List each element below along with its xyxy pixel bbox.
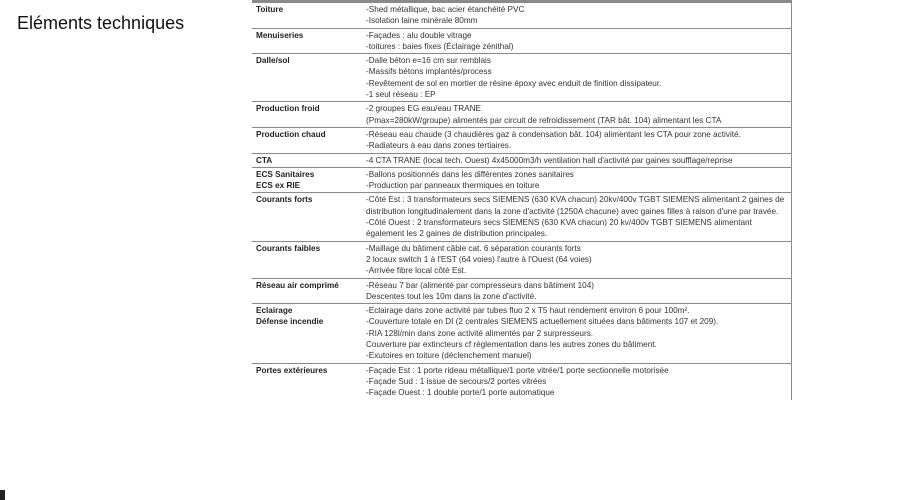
slide-title: Eléments techniques (17, 13, 185, 33)
row-line: -Façade Ouest : 1 double porte/1 porte automatique (366, 388, 555, 398)
row-label-text: Défense incendie (256, 317, 324, 327)
row-line: Descentes tout les 10m dans la zone d'activité. (366, 291, 537, 301)
row-line: -Ballons positionnés dans les différentes zones sanitaires (366, 169, 574, 179)
row-label-text: ECS ex RIE (256, 181, 301, 191)
row-label-text: Production froid (256, 104, 320, 114)
row-line: -Isolation laine minérale 80mm (366, 16, 478, 26)
row-label-text: Dalle/sol (256, 56, 290, 66)
row-label-text: Courants faibles (256, 243, 321, 253)
table-row-production-chaud (252, 128, 791, 154)
table-row-dalle-sol (252, 54, 791, 102)
row-label (252, 155, 366, 166)
row-line: 2 locaux switch 1 à l'EST (64 voies) l'autre à l'Ouest (64 voies) (366, 254, 592, 264)
row-label (252, 365, 366, 399)
row-value (366, 30, 791, 53)
row-value (366, 243, 791, 277)
row-label (252, 103, 366, 126)
row-label (252, 243, 366, 277)
row-label-text: Toiture (256, 5, 284, 14)
row-line: -Réseau eau chaude (3 chaudières gaz à condensation bât. 104) alimentant les CTA pour zone activité. (366, 129, 741, 139)
row-line: -RIA 128l/min dans zone activité alimentés par 2 surpresseurs. (366, 328, 594, 338)
row-line: Couverture par extincteurs cf réglementation dans les autres zones du bâtiment. (366, 340, 657, 350)
row-line: -Massifs bétons implantés/process (366, 67, 492, 77)
row-label-text: Portes extérieures (256, 365, 328, 375)
row-label (252, 55, 366, 100)
table-row-eclairage-defense-incendie (252, 304, 791, 363)
row-line: -Maillage du bâtiment câble cat. 6 séparation courants forts (366, 243, 581, 253)
row-line: -Arrivée fibre local côté Est. (366, 266, 467, 276)
row-line: (Pmax=280kW/groupe) alimentés par circuit de refroidissement (TAR bât. 104) alimentant les CTA (366, 115, 722, 125)
row-line: -Côté Est : 3 transformateurs secs SIEMENS (630 KVA chacun) 20kv/400v TGBT SIEMENS alimentant 2 gaines de distribution longitudinalement dans la zone d'activité (1250A chacune) avec gaines filles à raison d'une par travée. (366, 195, 785, 216)
row-value (366, 280, 791, 303)
row-line: -4 CTA TRANE (local tech. Ouest) 4x45000m3/h ventilation hall d'activité par gaines soufflage/reprise (366, 155, 733, 165)
row-label (252, 30, 366, 53)
row-value (366, 194, 791, 239)
row-label-text: Réseau air comprimé (256, 280, 339, 290)
table-row-toiture (252, 3, 791, 29)
row-label (252, 169, 366, 192)
row-label (252, 194, 366, 239)
row-line: -Exutoires en toiture (déclenchement manuel) (366, 351, 532, 361)
row-label (252, 305, 366, 361)
row-value (366, 305, 791, 361)
row-label-text: Eclairage (256, 306, 293, 316)
row-line: -2 groupes EG eau/eau TRANE (366, 104, 481, 114)
row-line: -1 seul réseau : EP (366, 90, 436, 100)
row-value (366, 129, 791, 152)
row-line: -Façade Est : 1 porte rideau métallique/1 porte vitrée/1 porte sectionnelle motorisée (366, 365, 669, 375)
row-value (366, 103, 791, 126)
row-label (252, 280, 366, 303)
row-line: -Dalle béton e=16 cm sur remblais (366, 56, 491, 66)
row-label-text: Menuiseries (256, 30, 304, 40)
table-row-production-froid (252, 102, 791, 128)
row-line: -toitures : baies fixes (Éclairage zénithal) (366, 41, 514, 51)
row-label (252, 4, 366, 27)
row-label-text: Courants forts (256, 195, 313, 205)
row-label-text: ECS Sanitaires (256, 169, 315, 179)
row-label-text: Production chaud (256, 129, 326, 139)
row-line: -Shed métallique, bac acier étanchéité PVC (366, 5, 525, 14)
row-value (366, 155, 791, 166)
table-row-cta (252, 154, 791, 168)
row-line: -Couverture totale en DI (2 centrales SIEMENS actuellement situées dans bâtiments 107 et 209). (366, 317, 719, 327)
row-line: -Production par panneaux thermiques en toiture (366, 181, 540, 191)
row-line: -Radiateurs à eau dans zones tertiaires. (366, 141, 512, 151)
row-value (366, 55, 791, 100)
table-row-courants-forts (252, 193, 791, 241)
row-value (366, 4, 791, 27)
table-row-menuiseries (252, 29, 791, 55)
row-line: -Façade Sud : 1 issue de secours/2 portes vitrées (366, 376, 547, 386)
row-line: -Réseau 7 bar (alimenté par compresseurs dans bâtiment 104) (366, 280, 594, 290)
row-line: -Façades : alu double vitrage (366, 30, 472, 40)
technical-elements-table (252, 0, 792, 400)
row-line: -Revêtement de sol en mortier de résine époxy avec enduit de finition dissipateur. (366, 78, 662, 88)
row-value (366, 169, 791, 192)
row-label (252, 129, 366, 152)
row-line: -Côté Ouest : 2 transformateurs secs SIEMENS (630 KVA chacun) 20 kv/400v TGBT SIEMENS alimentant également les 2 gaines de distribution principales. (366, 218, 752, 239)
row-label-text: CTA (256, 155, 273, 165)
table-row-courants-faibles (252, 242, 791, 279)
row-value (366, 365, 791, 399)
table-row-ecs (252, 168, 791, 194)
table-row-reseau-air-comprime (252, 279, 791, 305)
table-row-portes-exterieures (252, 364, 791, 400)
corner-mark (0, 490, 5, 500)
row-line: -Eclairage dans zone activité par tubes fluo 2 x T5 haut rendement environ 6 pour 100m². (366, 306, 690, 316)
